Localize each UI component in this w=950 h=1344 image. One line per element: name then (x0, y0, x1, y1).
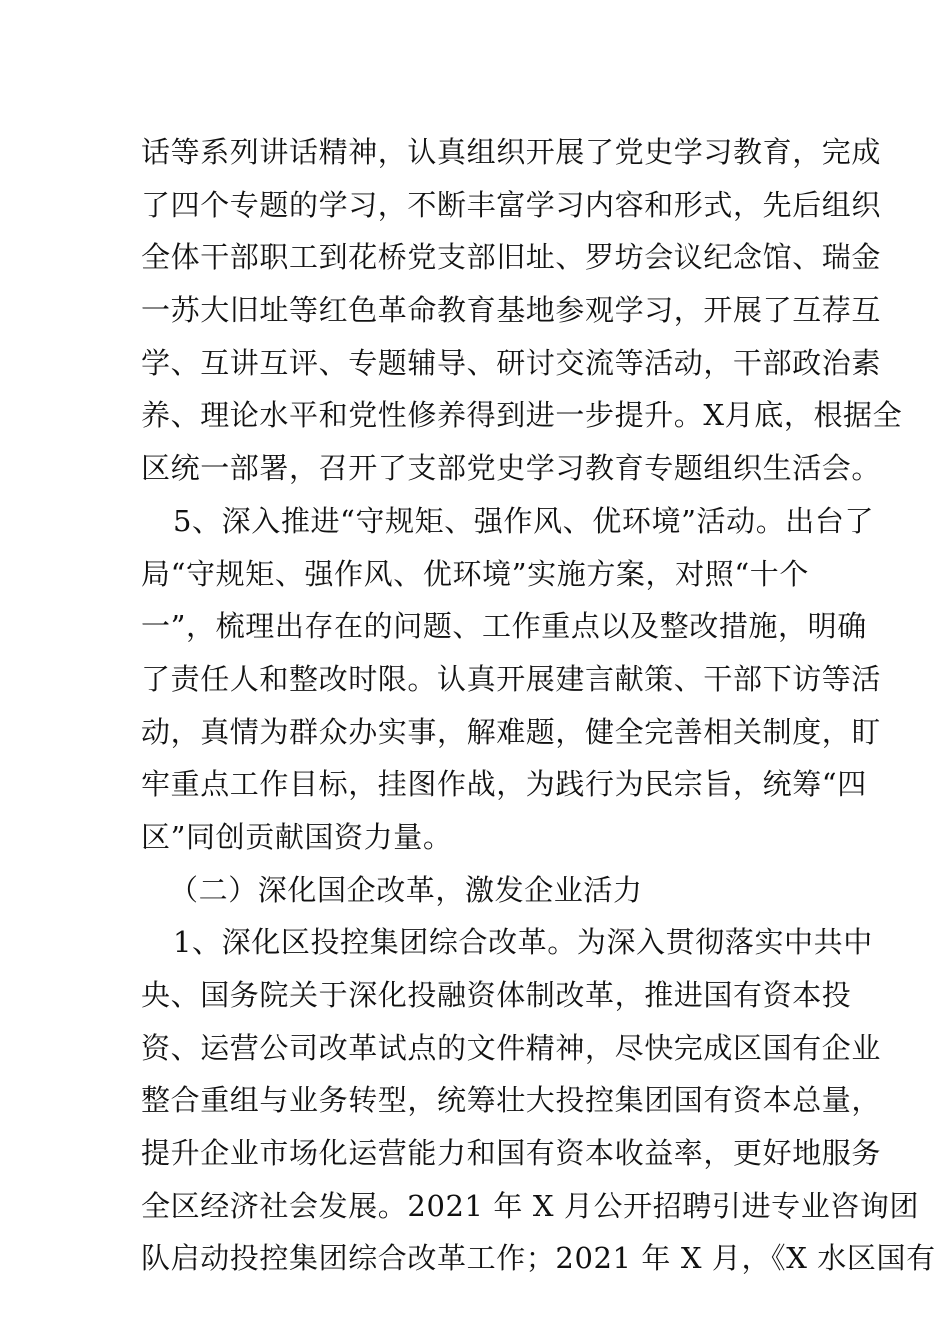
paragraph-party-history (141, 126, 903, 495)
text-line: 提升企业市场化运营能力和国有资本收益率，更好地服务 (141, 1136, 882, 1171)
document-body (141, 126, 936, 1285)
text-line: 全区经济社会发展。2021 年 X 月公开招聘引进专业咨询团 (141, 1188, 920, 1223)
text-line: 了责任人和整改时限。认真开展建言献策、干部下访等活 (141, 661, 882, 696)
text-line: 学、互讲互评、专题辅导、研讨交流等活动，干部政治素 (141, 345, 882, 380)
paragraph-item-1 (141, 916, 936, 1285)
text-line: 养、理论水平和党性修养得到进一步提升。X月底，根据全 (141, 398, 903, 433)
text-line: 一”，梳理出存在的问题、工作重点以及整改措施，明确 (141, 609, 867, 644)
text-line: 队启动投控集团综合改革工作；2021 年 X 月，《X 水区国有 (141, 1241, 936, 1276)
text-line: 央、国务院关于深化投融资体制改革，推进国有资本投 (141, 978, 852, 1012)
text-line: 局“守规矩、强作风、优环境”实施方案，对照“十个 (141, 556, 809, 591)
text-line: 资、运营公司改革试点的文件精神，尽快完成区国有企业 (141, 1030, 882, 1065)
text-line: 牢重点工作目标，挂图作战，为践行为民宗旨，统筹“四 (141, 767, 867, 802)
section-heading (141, 864, 809, 917)
text-line: 话等系列讲话精神，认真组织开展了党史学习教育，完成 (141, 135, 882, 169)
text-line: 全体干部职工到花桥党支部旧址、罗坊会议纪念馆、瑞金 (141, 240, 882, 275)
text-line: 动，真情为群众办实事，解难题，健全完善相关制度，盯 (141, 714, 882, 749)
text-line: 1、深化区投控集团综合改革。为深入贯彻落实中共中 (173, 925, 873, 960)
paragraph-item-5 (141, 495, 882, 864)
text-line: 区”同创贡献国资力量。 (141, 819, 453, 854)
text-line: 5、深入推进“守规矩、强作风、优环境”活动。出台了 (173, 503, 875, 538)
text-line: 一苏大旧址等红色革命教育基地参观学习，开展了互荐互 (141, 293, 882, 328)
text-line: 整合重组与业务转型，统筹壮大投控集团国有资本总量， (141, 1083, 882, 1118)
text-line: 了四个专题的学习，不断丰富学习内容和形式，先后组织 (141, 187, 882, 222)
heading-line: （二）深化国企改革，激发企业活力 (169, 872, 643, 907)
text-line: 区统一部署，召开了支部党史学习教育专题组织生活会。 (141, 451, 882, 486)
